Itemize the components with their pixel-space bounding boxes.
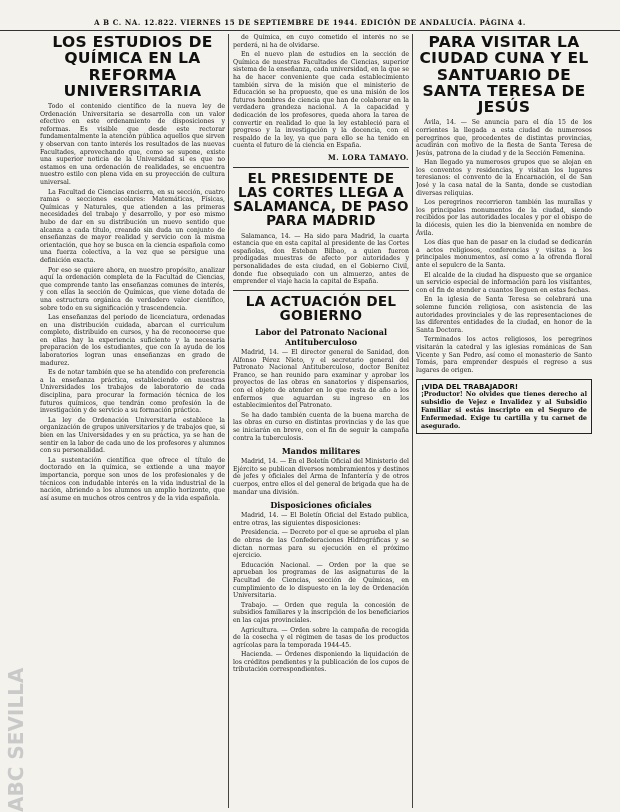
paragraph: Han llegado ya numerosos grupos que se alojan en los conventos y residencias, y visitan los lugares teresianos: el convento de la Encarnación, el de San José y la casa natal de la Santa, donde se custodian diversas reliquias.	[416, 159, 592, 197]
paragraph: Todo el contenido científico de la nueva ley de Ordenación Universitaria se desarrolla con un valor efectivo en este ordenamiento de disposiciones y reformas. Es visible que desde este rectorar fundamentalmente la atención pública aquellos que sirven y observan con tanto interés los resultados de las nuevas Facultades, aprovechando que, como se supone, existe una superior noticia de la Universidad si es que no estamos en una ordenación de realidades, se encuentra nuestro estilo con plena vida en su proyección de cultura universal.	[40, 103, 225, 186]
notice-box-text: ¡Productor! No olvides que tienes derecho al subsidio de Vejez e Invalidez y al Subsidio Familiar si estás inscripto en el Seguro de Enfermedad. Exige tu cartilla y tu carnet de asegurado.	[421, 390, 587, 430]
paragraph: Presidencia. — Decreto por el que se aprueba el plan de obras de las Confederaciones Hidrográficas y se dictan normas para su ejecución en el próximo ejercicio.	[233, 529, 409, 560]
column-rule-2	[412, 34, 413, 808]
paragraph: En la iglesia de Santa Teresa se celebrará una solemne función religiosa, con asistencia de las autoridades provinciales y de las representaciones de las diferentes entidades de la ciudad, en honor de la Santa Doctora.	[416, 296, 592, 334]
paragraph: Educación Nacional. — Orden por la que se aprueban los programas de las asignaturas de la Facultad de Ciencias, sección de Químicas, en cumplimiento de lo dispuesto en la ley de Ordenación Universitaria.	[233, 561, 409, 600]
notice-box-title: ¡VIDA DEL TRABAJADOR!	[421, 383, 519, 392]
subheading-disposiciones: Disposiciones oficiales	[270, 500, 372, 511]
paragraph: Ávila, 14. — Se anuncia para el día 15 de los corrientes la llegada a esta ciudad de numerosos peregrinos que, procedentes de distintas provincias, acudirán con motivo de la fiesta de Santa Teresa de Jesús, patrona de la ciudad y de la Sección Femenina.	[416, 119, 592, 157]
column-2	[233, 34, 409, 806]
subheading-patronato: Labor del Patronato Nacional Antituberculoso	[254, 327, 388, 348]
paragraph: La ley de Ordenación Universitaria establece la organización de grupos universitarios y de trabajos que, si bien en las Universidades y en su práctica, ya se han de sentir en la labor de cada uno de los profesores y alumnos con su personalidad.	[40, 416, 225, 455]
headline-actuacion-gobierno: LA ACTUACIÓN DEL GOBIERNO	[245, 293, 397, 324]
paragraph: Las enseñanzas del periodo de licenciatura, ordenadas en una distribución cuidada, abarcan el curriculum completo, distribuido en cursos, y ha de reconocerse que en ellas hay la experiencia suficiente y la necesaria preparación de los estudiantes, que con la ayuda de los laboratorios logran unas enseñanzas en grado de madurez.	[40, 314, 225, 367]
article-presidente-body	[233, 233, 409, 286]
running-head: A B C. NA. 12.822. VIERNES 15 DE SEPTIEMBRE DE 1944. EDICIÓN DE ANDALUCÍA. PÁGINA 4.	[0, 18, 620, 31]
article-quimica-body	[40, 103, 225, 502]
paragraph: Madrid, 14. — En el Boletín Oficial del Ministerio del Ejército se publican diversos nombramientos y destinos de jefes y oficiales del Arma de Infantería y de otros cuerpos, entre ellos el del general de brigada que ha de mandar una división.	[233, 458, 409, 496]
paragraph: Terminados los actos religiosos, los peregrinos visitarán la catedral y las iglesias románicas de San Vicente y San Pedro, así como el monasterio de Santo Tomás, para emprender después el regreso a sus lugares de origen.	[416, 336, 592, 374]
paragraph: La Facultad de Ciencias encierra, en su sección, cuatro ramas o secciones escolares: Matemáticas, Físicas, Químicas y Naturales, que atienden a las primeras necesidades del trabajo y desarrollo, y por eso mismo hubo de dar en su distribución un nuevo sentido que alcanza a cada título, creando sin duda un conjunto de enseñanzas de mayor realidad y servicio con la misma orientación, que hoy se busca en la ciencia española como una fuerza colectiva, a la vez que se persigue una definición exacta.	[40, 188, 225, 264]
headline-quimica: LOS ESTUDIOS DE QUÍMICA EN LA REFORMA UNIVERSITARIA	[52, 34, 213, 100]
column-rule-1	[228, 34, 229, 808]
column-3	[416, 34, 592, 806]
article-quimica-continued	[233, 34, 409, 150]
notice-box	[416, 379, 592, 434]
headline-santa-teresa: PARA VISITAR LA CIUDAD CUNA Y EL SANTUARIO DE SANTA TERESA DE JESÚS	[419, 34, 589, 117]
divider	[233, 290, 409, 291]
subheading-mandos-militares: Mandos militares	[281, 446, 361, 457]
article-disposiciones-body	[233, 512, 409, 674]
divider	[233, 167, 409, 168]
headline-presidente-cortes: EL PRESIDENTE DE LAS CORTES LLEGA A SALAMANCA, DE PASO PARA MADRID	[233, 170, 409, 230]
side-watermark: ABC SEVILLA	[4, 667, 28, 812]
paragraph: Salamanca, 14. — Ha sido para Madrid, la cuarta estancia que en esta capital al presidente de las Cortes españolas, don Esteban Bilbao, a quien fueron prodigadas muestras de afecto por autoridades y personalidades de esta ciudad, en el Gobierno Civil, donde fue obsequiado con un almuerzo, antes de emprender el viaje hacia la capital de España.	[233, 232, 409, 286]
paragraph: Se ha dado también cuenta de la buena marcha de las obras en curso en distintas provincias y de las que se iniciarán en breve, con el fin de seguir la campaña contra la tuberculosis.	[233, 411, 409, 442]
paragraph: de Química, en cuyo cometido el interés no se perderá, ni ha de olvidarse.	[233, 34, 409, 49]
paragraph: El alcalde de la ciudad ha dispuesto que se organice un servicio especial de información para los visitantes, con el fin de atender a cuantos lleguen en estas fechas.	[416, 271, 592, 294]
paragraph: Trabajo. — Orden que regula la concesión de subsidios familiares y la inscripción de los beneficiarios en las cajas provinciales.	[233, 601, 409, 624]
paragraph: Por eso se quiere ahora, en nuestro propósito, analizar aquí la ordenación completa de la Facultad de Ciencias, que comprende tanto las enseñanzas comunes de interés, y con ellas la sección de Químicas, que viene dotada de una estructura orgánica de verdadero valor científico, sobre todo en su significación y trascendencia.	[40, 266, 225, 312]
paragraph: Los peregrinos recorrieron también las murallas y los principales monumentos de la ciudad, siendo recibidos por las autoridades locales y por el obispo de la diócesis, quien les dio la bienvenida en nombre de Ávila.	[416, 199, 592, 237]
column-1	[40, 34, 225, 806]
paragraph: Hacienda. — Órdenes disponiendo la liquidación de los créditos pendientes y la publicación de los cupos de tributación correspondientes.	[233, 651, 409, 674]
article-patronato-body	[233, 349, 409, 442]
paragraph: Es de notar también que se ha atendido con preferencia a la enseñanza práctica, estableciendo en nuestras Universidades los trabajos de laboratorio de cada disciplina, para procurar la formación técnica de los futuros químicos, que tendrán como profesión la de investigación y de servicio a su formación práctica.	[40, 369, 225, 415]
paragraph: Los días que han de pasar en la ciudad se dedicarán a actos religiosos, conferencias y visitas a los principales monumentos, así como a la ofrenda floral ante el sepulcro de la Santa.	[416, 239, 592, 270]
paragraph: Madrid, 14. — El Boletín Oficial del Estado publica, entre otras, las siguientes disposiciones:	[233, 512, 409, 527]
article-santa-teresa-body	[416, 119, 592, 374]
paragraph: En el nuevo plan de estudios en la sección de Química de nuestras Facultades de Ciencias, superior sistema de la enseñanza, cada universidad, en la que se ha de hacer conveniente que cada establecimiento también sirva de la misión que el ministerio de Educación se ha propuesto, que es una misión de los futuros hombres de ciencia que han de colaborar en la verdadera grandeza nacional. A la capacidad y dedicación de los profesores, queda ahora la tarea de convertir en realidad lo que la ley estableció para el progreso y la investigación y la docencia, con el respaldo de la ley, ya que para ello se ha tenido en cuenta el futuro de la ciencia en España.	[233, 51, 409, 150]
paragraph: Agricultura. — Orden sobre la campaña de recogida de la cosecha y el régimen de tasas de los productos agrícolas para la temporada 1944-45.	[233, 626, 409, 649]
paragraph: La sustentación científica que ofrece el título de doctorado en la química, se extiende a una mayor importancia, porque son unos de los profesionales y de técnicos con indudable interés en la vida industrial de la nación, abriendo a los alumnos un amplio horizonte, que así asume en muchos otros centros y de la vida española.	[40, 456, 225, 502]
article-mandos-body	[233, 458, 409, 496]
paragraph: Madrid, 14. — El director general de Sanidad, don Alfonso Pérez Nieto, y el secretario general del Patronato Nacional Antituberculoso, doctor Benítez Franco, se han reunido para examinar y aprobar los proyectos de las obras en sanatorios y dispensarios, con el objeto de atender en lo que resta de año a los enfermos que aguardan su ingreso en los establecimientos del Patronato.	[233, 349, 409, 410]
author-signature: M. LORA TAMAYO.	[327, 152, 409, 162]
